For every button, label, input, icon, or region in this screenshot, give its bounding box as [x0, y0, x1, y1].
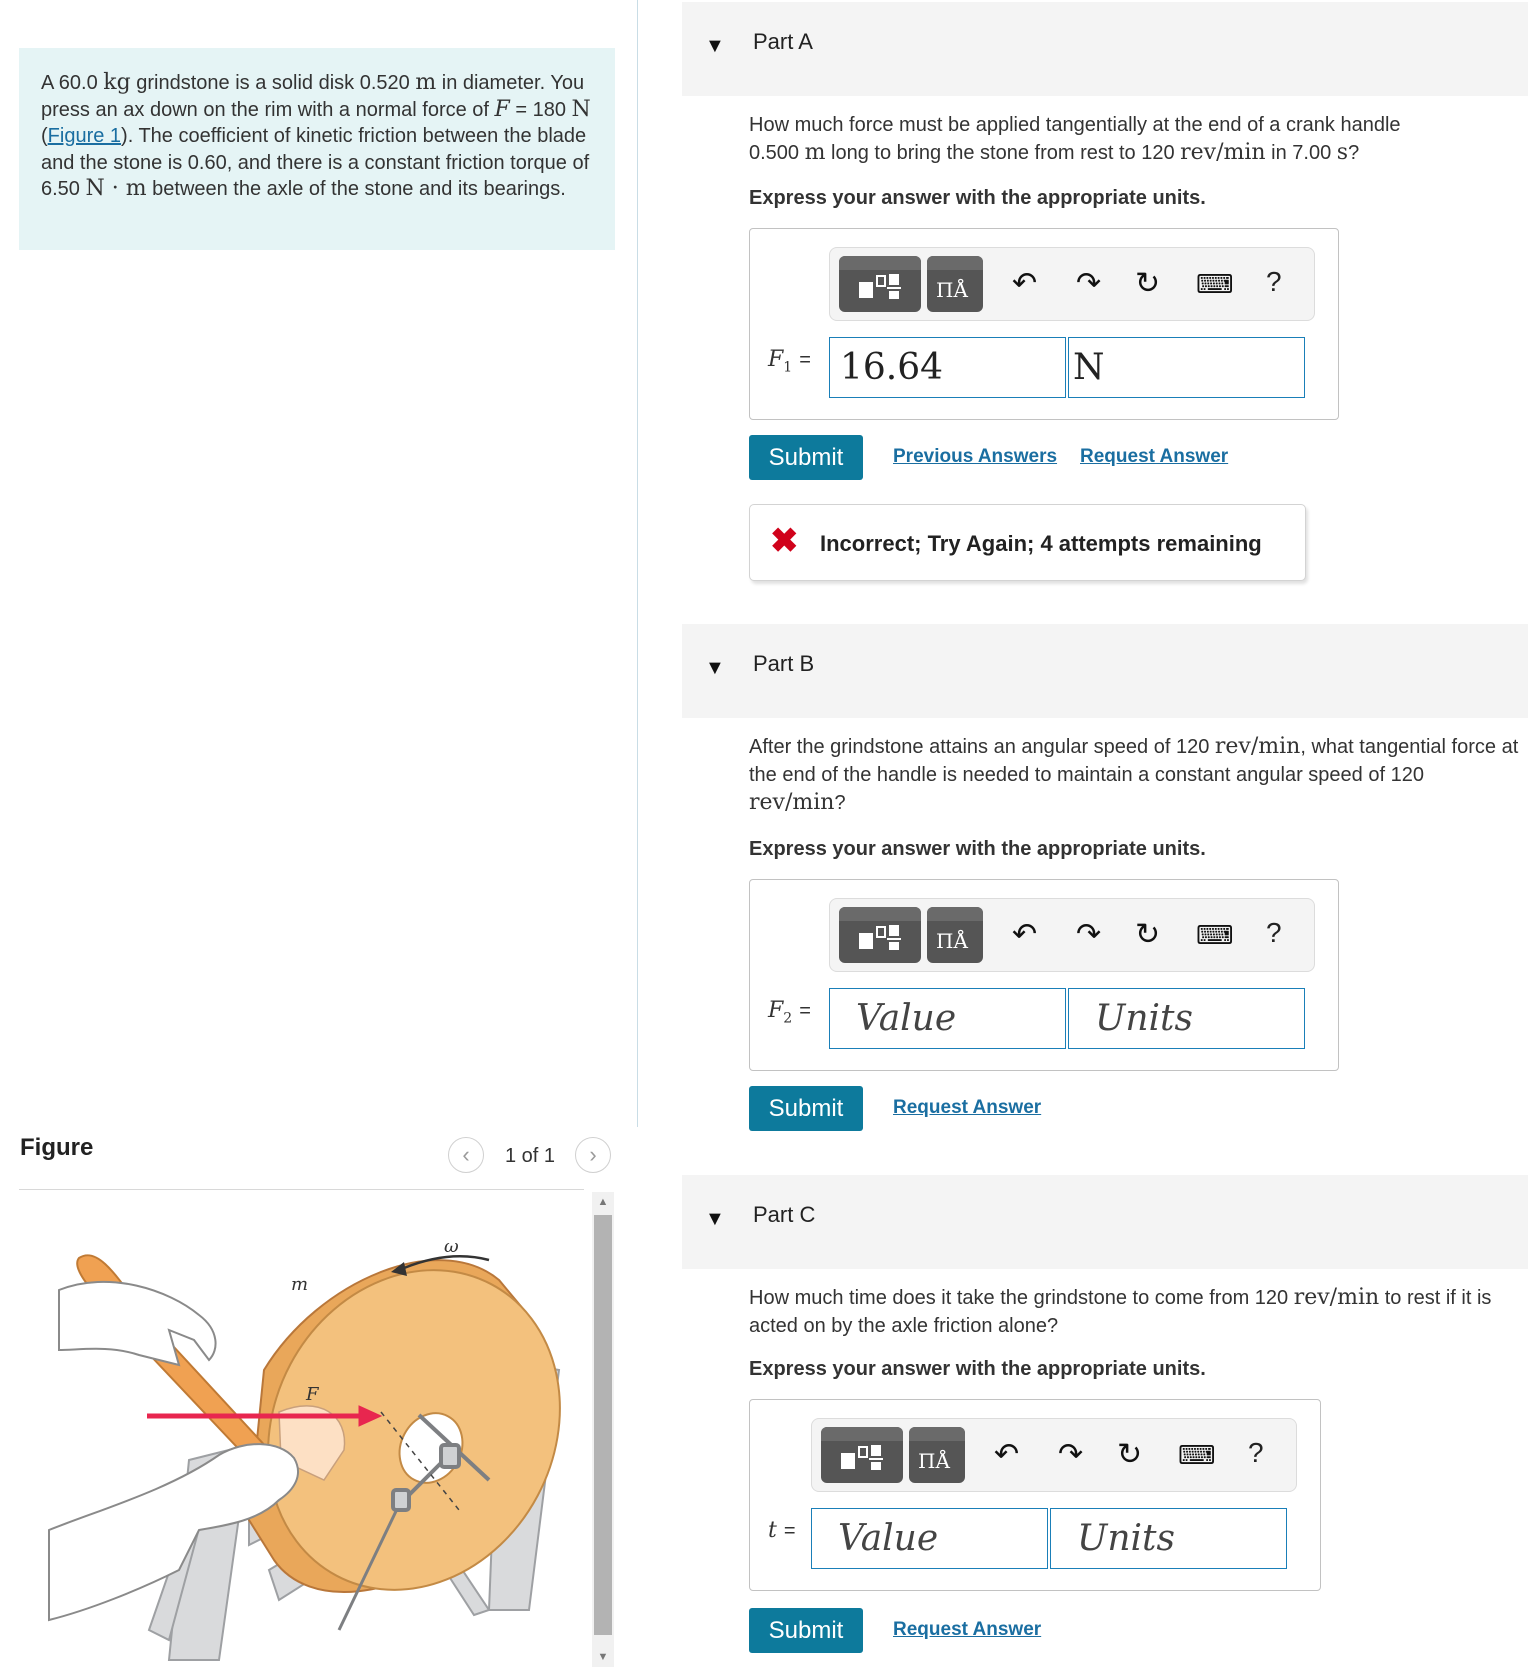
label-force: F [306, 1384, 319, 1405]
templates-button[interactable] [839, 907, 921, 963]
figure-scrollbar-thumb[interactable] [594, 1215, 612, 1635]
reset-icon[interactable]: ↻ [1135, 267, 1161, 300]
reset-icon[interactable]: ↻ [1135, 918, 1161, 951]
math-toolbar [829, 247, 1315, 321]
part-c-request-answer-link[interactable]: Request Answer [893, 1619, 1042, 1640]
figure-prev-button[interactable] [448, 1137, 484, 1173]
keyboard-icon[interactable]: ⌨ [1178, 1440, 1216, 1470]
part-b-instruction: Express your answer with the appropriate units. [749, 838, 1206, 860]
help-icon[interactable]: ? [1266, 266, 1282, 297]
part-c-header[interactable] [682, 1175, 1528, 1269]
help-icon[interactable]: ? [1266, 917, 1282, 948]
keyboard-icon[interactable]: ⌨ [1196, 269, 1234, 299]
math-toolbar [811, 1418, 1297, 1492]
figure-link[interactable]: Figure 1 [47, 125, 122, 147]
previous-answers-link[interactable]: Previous Answers [893, 446, 1058, 467]
part-c-question: How much time does it take the grindstone to come from 120 rev/min to rest if it is acted on by the axle friction alone? [749, 1285, 1492, 1337]
templates-icon [821, 1427, 903, 1483]
math-toolbar [829, 898, 1315, 972]
units-button[interactable] [927, 256, 983, 312]
scroll-up-icon[interactable]: ▲ [597, 1196, 609, 1208]
figure-header: Figure [20, 1134, 94, 1161]
figure-image [19, 1190, 589, 1667]
problem-statement: A 60.0 kg grindstone is a solid disk 0.520 m in diameter. You press an ax down on the rim with a normal force of F = 180 N (Figure 1). The coefficient of kinetic friction between the blade and the stone is 0.60, and there is a constant friction torque of 6.50 N · m between the axle of the stone and its bearings. [19, 48, 615, 250]
collapse-triangle-icon[interactable]: ▼ [705, 657, 725, 679]
units-icon: ΠÅ [918, 1449, 950, 1473]
collapse-triangle-icon[interactable]: ▼ [705, 35, 725, 57]
templates-button[interactable] [821, 1427, 903, 1483]
undo-icon[interactable]: ↶ [1012, 918, 1038, 951]
f1-value-input[interactable]: 16.64 [829, 337, 1066, 398]
units-icon: ΠÅ [936, 278, 968, 302]
scroll-down-icon[interactable]: ▼ [597, 1651, 609, 1663]
templates-icon [839, 907, 921, 963]
undo-icon[interactable]: ↶ [1012, 267, 1038, 300]
part-c-submit-button[interactable]: Submit [749, 1608, 863, 1653]
templates-icon [839, 256, 921, 312]
chevron-right-icon: › [589, 1142, 597, 1167]
figure-next-button[interactable] [575, 1137, 611, 1173]
grindstone-illustration [19, 1190, 589, 1667]
units-button[interactable] [909, 1427, 965, 1483]
units-button[interactable] [927, 907, 983, 963]
part-a-instruction: Express your answer with the appropriate units. [749, 187, 1206, 209]
label-mass: m [291, 1274, 309, 1295]
part-c-title: Part C [753, 1202, 816, 1227]
part-c-instruction: Express your answer with the appropriate units. [749, 1358, 1206, 1380]
feedback-box [749, 504, 1306, 581]
part-b-submit-button[interactable]: Submit [749, 1086, 863, 1131]
f2-units-input[interactable]: Units [1068, 988, 1305, 1049]
part-b-header[interactable] [682, 624, 1528, 718]
undo-icon[interactable]: ↶ [994, 1438, 1020, 1471]
collapse-triangle-icon[interactable]: ▼ [705, 1208, 725, 1230]
help-icon[interactable]: ? [1248, 1437, 1264, 1468]
part-b-title: Part B [753, 651, 815, 676]
part-b-question: After the grindstone attains an angular speed of 120 rev/min, what tangential force at the end of the handle is needed to maintain a constant angular speed of 120 rev/min? [749, 734, 1519, 815]
redo-icon[interactable]: ↷ [1058, 1438, 1084, 1471]
t-value-input[interactable]: Value [811, 1508, 1048, 1569]
keyboard-icon[interactable]: ⌨ [1196, 920, 1234, 950]
part-b-request-answer-link[interactable]: Request Answer [893, 1097, 1042, 1118]
chevron-left-icon: ‹ [462, 1142, 470, 1167]
f1-units-input[interactable]: N [1068, 337, 1305, 398]
part-a-question: How much force must be applied tangentially at the end of a crank handle 0.500 m long to bring the stone from rest to 120 rev/min in 7.00 s? [749, 114, 1401, 165]
part-c-answer-box [749, 1399, 1321, 1591]
templates-button[interactable] [839, 256, 921, 312]
f2-value-input[interactable]: Value [829, 988, 1066, 1049]
t-label: t = [768, 1518, 796, 1543]
redo-icon[interactable]: ↷ [1076, 918, 1102, 951]
part-a-request-answer-link[interactable]: Request Answer [1080, 446, 1229, 467]
f1-label: $F_1$ = [768, 347, 811, 376]
part-a-answer-box [749, 228, 1339, 420]
feedback-message: Incorrect; Try Again; 4 attempts remaining [820, 531, 1262, 556]
error-icon: ✖ [770, 522, 799, 560]
redo-icon[interactable]: ↷ [1076, 267, 1102, 300]
units-icon: ΠÅ [936, 929, 968, 953]
column-divider [637, 0, 638, 1127]
label-omega: ω [444, 1236, 459, 1257]
reset-icon[interactable]: ↻ [1117, 1438, 1143, 1471]
part-b-answer-box [749, 879, 1339, 1071]
f2-label: $F_2$ = [768, 998, 811, 1027]
hands [49, 1282, 298, 1620]
figure-count: 1 of 1 [505, 1145, 556, 1167]
part-a-title: Part A [753, 29, 813, 54]
part-a-submit-button[interactable]: Submit [749, 435, 863, 480]
part-a-header[interactable] [682, 2, 1528, 96]
t-units-input[interactable]: Units [1050, 1508, 1287, 1569]
